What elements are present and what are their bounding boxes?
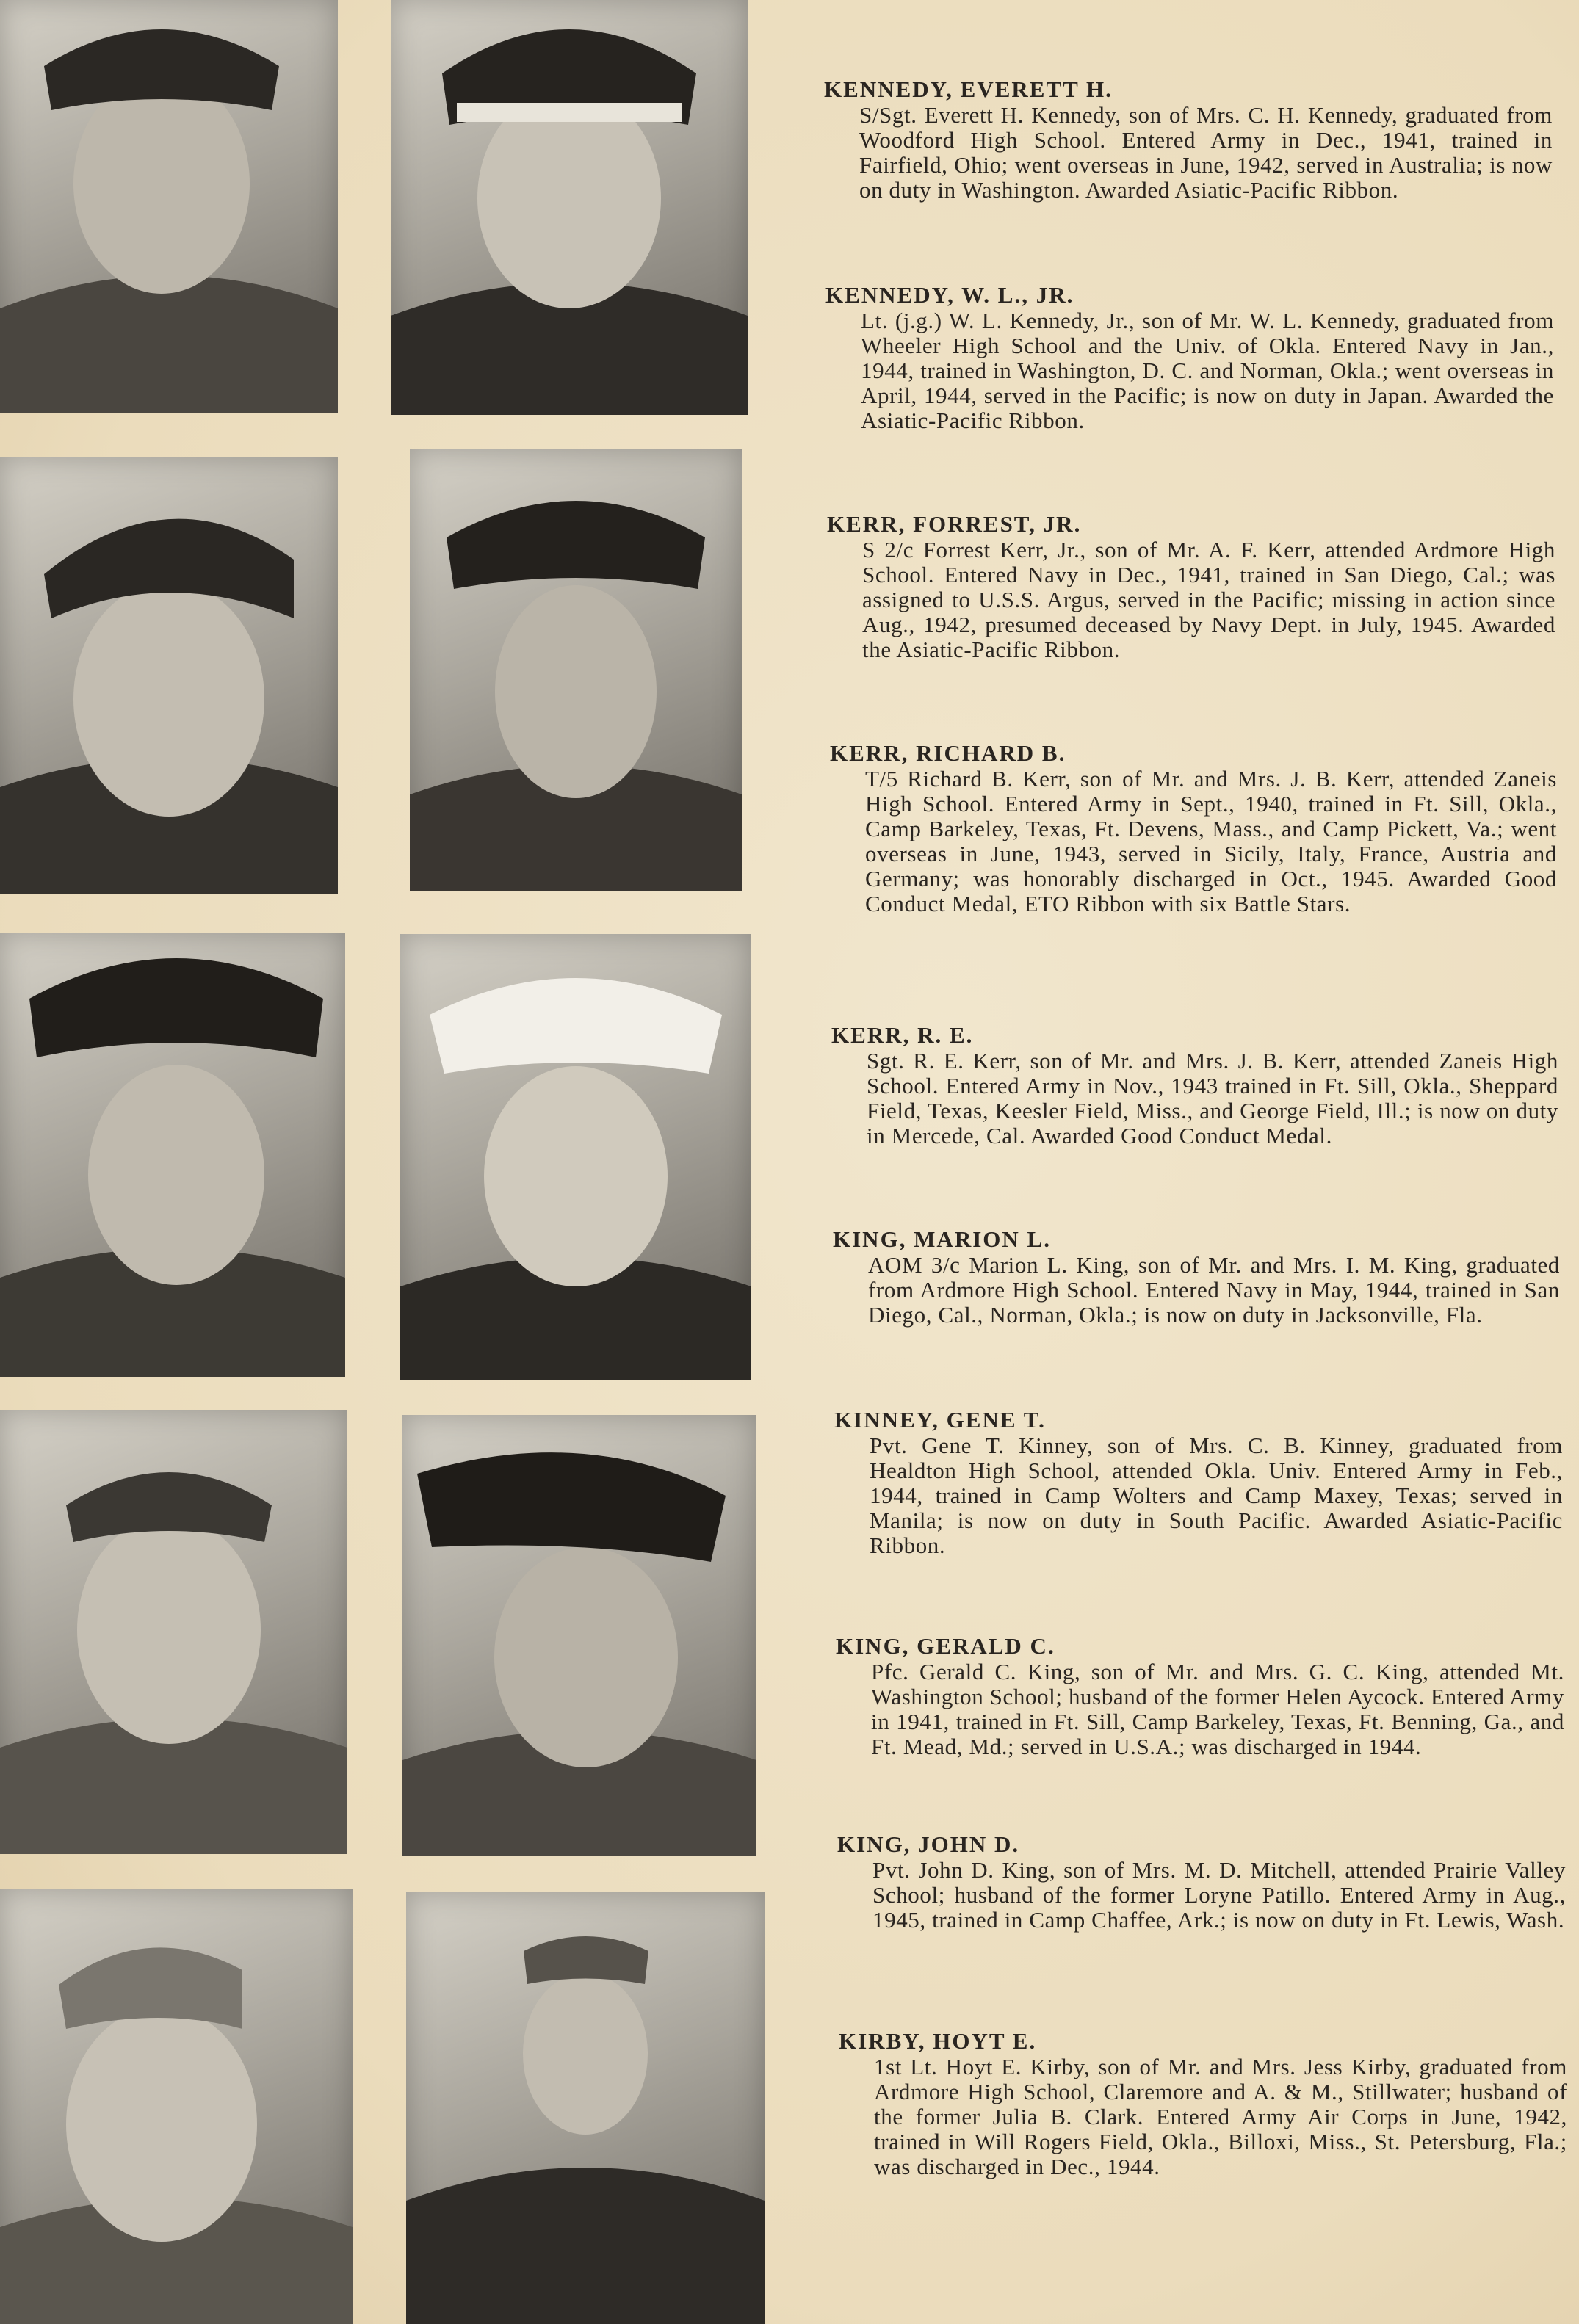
entry-name: KIRBY, HOYT E. (839, 2028, 1037, 2054)
portrait-photo (402, 1415, 756, 1856)
entry-kinney-gene (834, 1407, 1563, 1558)
entry-bio: Pfc. Gerald C. King, son of Mr. and Mrs. G. C. King, attended Mt. Washington School; husband of the former Helen Aycock. Entered Army in 1941, trained in Ft. Sill, Camp Barkeley, Texas, Ft. Benning, Ga., and Ft. Mead, Md.; served in U.S.A.; was discharged in 1944. (871, 1659, 1564, 1759)
entry-name: KINNEY, GENE T. (834, 1407, 1046, 1433)
entry-kerr-forrest (827, 511, 1555, 662)
entry-name: KING, GERALD C. (836, 1633, 1055, 1659)
portrait-photo (0, 1410, 347, 1854)
entry-name: KENNEDY, EVERETT H. (824, 76, 1113, 102)
entry-king-marion (833, 1226, 1560, 1328)
portrait-photo (406, 1892, 765, 2324)
entry-name: KING, JOHN D. (837, 1831, 1020, 1857)
entry-bio: T/5 Richard B. Kerr, son of Mr. and Mrs. J. B. Kerr, attended Zaneis High School. Entered Army in Sept., 1940, trained in Ft. Sill, Okla., Camp Barkeley, Texas, Ft. Devens, Mass., and Camp Pickett, Va.; went overseas in June, 1943, served in Sicily, Italy, France, Austria and Germany; was honorably discharged in Oct., 1945. Awarded Good Conduct Medal, ETO Ribbon with six Battle Stars. (865, 766, 1557, 916)
entry-king-gerald (836, 1633, 1564, 1759)
entry-bio: Pvt. John D. King, son of Mrs. M. D. Mitchell, attended Prairie Valley School; husband of the former Loryne Patillo. Entered Army in Aug., 1945, trained in Camp Chaffee, Ark.; is now on duty in Ft. Lewis, Wash. (872, 1857, 1566, 1933)
entry-kerr-richard (830, 740, 1557, 916)
portrait-photo (400, 934, 751, 1380)
portrait-photo (0, 1889, 353, 2324)
entry-name: KERR, FORREST, JR. (827, 511, 1082, 537)
portrait-photo (410, 449, 742, 891)
portrait-photo (391, 0, 748, 415)
entry-bio: Lt. (j.g.) W. L. Kennedy, Jr., son of Mr. W. L. Kennedy, graduated from Wheeler High School and the Univ. of Okla. Entered Navy in Jan., 1944, trained in Washington, D. C. and Norman, Okla.; went overseas in April, 1944, served in the Pacific; is now on duty in Japan. Awarded the Asiatic-Pacific Ribbon. (861, 308, 1554, 433)
entry-kerr-re (831, 1022, 1558, 1148)
entry-kirby-hoyt (839, 2028, 1567, 2179)
entry-king-john (837, 1831, 1566, 1933)
entry-name: KERR, RICHARD B. (830, 740, 1066, 766)
portrait-photo (0, 0, 338, 413)
entry-bio: AOM 3/c Marion L. King, son of Mr. and Mrs. I. M. King, graduated from Ardmore High School. Entered Navy in May, 1944, trained in San Diego, Cal., Norman, Okla.; is now on duty in Jacksonville, Fla. (868, 1252, 1560, 1328)
portrait-photo (0, 933, 345, 1377)
entry-bio: S/Sgt. Everett H. Kennedy, son of Mrs. C. H. Kennedy, graduated from Woodford High School. Entered Army in Dec., 1941, trained in Fairfield, Ohio; went overseas in June, 1942, served in Australia; is now on duty in Washington. Awarded Asiatic-Pacific Ribbon. (859, 102, 1553, 203)
entry-bio: 1st Lt. Hoyt E. Kirby, son of Mr. and Mrs. Jess Kirby, graduated from Ardmore High School, Claremore and A. & M., Stillwater; husband of the former Julia B. Clark. Entered Army Air Corps in June, 1942, trained in Will Rogers Field, Okla., Billoxi, Miss., St. Petersburg, Fla.; was discharged in Dec., 1944. (874, 2054, 1567, 2179)
entry-kennedy-wl (825, 282, 1554, 433)
entry-bio: Pvt. Gene T. Kinney, son of Mrs. C. B. Kinney, graduated from Healdton High School, attended Okla. Univ. Entered Army in Feb., 1944, trained in Camp Wolters and Camp Maxey, Texas; served in Manila; is now on duty in South Pacific. Awarded Asiatic-Pacific Ribbon. (870, 1433, 1563, 1558)
entry-name: KERR, R. E. (831, 1022, 974, 1048)
entry-bio: Sgt. R. E. Kerr, son of Mr. and Mrs. J. B. Kerr, attended Zaneis High School. Entered Army in Nov., 1943 trained in Ft. Sill, Okla., Sheppard Field, Texas, Keesler Field, Miss., and George Field, Ill.; is now on duty in Mercede, Cal. Awarded Good Conduct Medal. (867, 1048, 1558, 1148)
entry-bio: S 2/c Forrest Kerr, Jr., son of Mr. A. F. Kerr, attended Ardmore High School. Entered Navy in Dec., 1941, trained in San Diego, Cal.; was assigned to U.S.S. Argus, served in the Pacific; missing in action since Aug., 1942, presumed deceased by Navy Dept. in July, 1945. Awarded the Asiatic-Pacific Ribbon. (862, 537, 1555, 662)
entry-name: KING, MARION L. (833, 1226, 1051, 1252)
entry-name: KENNEDY, W. L., JR. (825, 282, 1074, 308)
portrait-photo (0, 457, 338, 894)
entry-kennedy-everett (824, 76, 1553, 203)
